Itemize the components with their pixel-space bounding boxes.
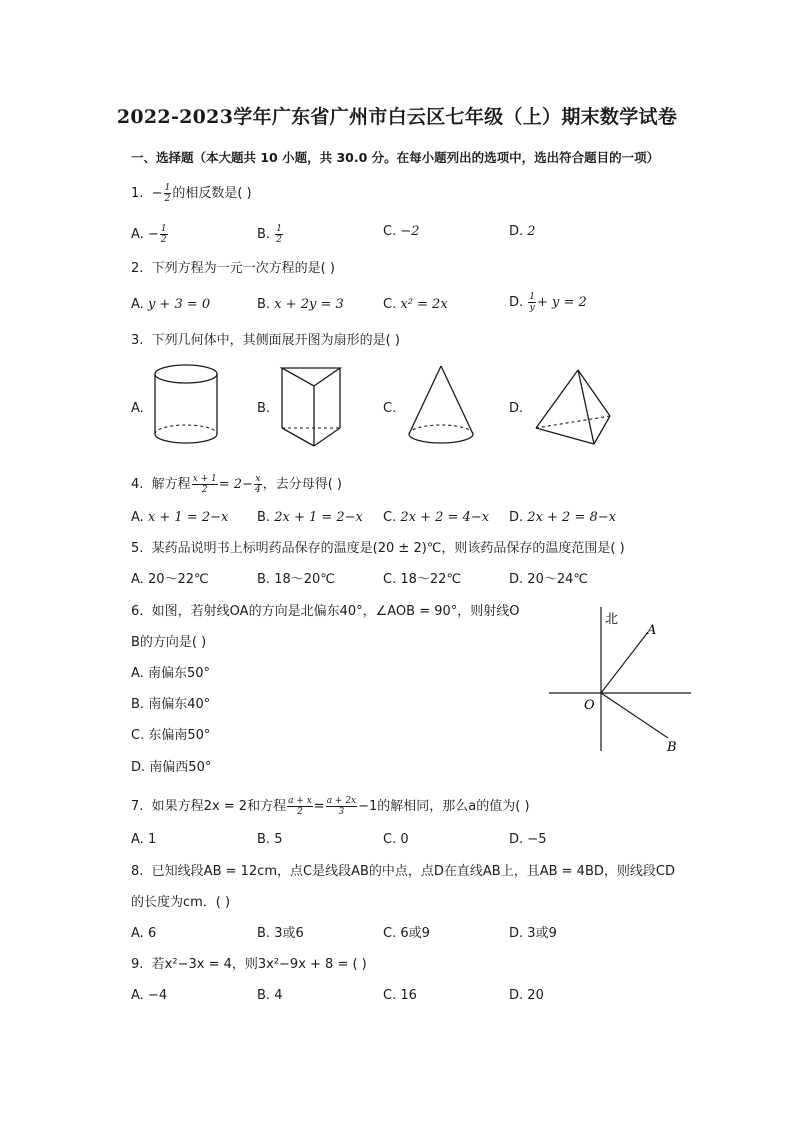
option-d[interactable]: D. 2 <box>509 224 536 239</box>
option-b[interactable]: B. <box>257 401 271 416</box>
option-b[interactable]: B. 3或6 <box>257 926 304 941</box>
option-c[interactable]: C. 16 <box>383 988 417 1003</box>
option-c[interactable]: C. x² = 2x <box>383 297 448 312</box>
option-c[interactable]: C. <box>383 401 397 416</box>
option-d[interactable]: D. <box>509 401 524 416</box>
question-4: 4. 解方程 $\frac{x + 1}{2}$ = 2− $\frac{x}{4}$ ，去分母得( ) <box>131 474 342 495</box>
option-a[interactable]: A. 6 <box>131 926 157 941</box>
option-b[interactable]: B. $\frac{1}{2}$ <box>257 224 282 245</box>
question-1: 1. − $\frac{1}{2}$ 的相反数是( ) <box>131 183 252 204</box>
option-c[interactable]: C. 6或9 <box>383 926 430 941</box>
question-7: 7. 如果方程2x = 2和方程 $\frac{a + x}{2}$ = $\frac{a + 2x}{3}$ −1的解相同，那么a的值为( ) <box>131 796 530 817</box>
option-b[interactable]: B. x + 2y = 3 <box>257 297 344 312</box>
option-a[interactable]: A. y + 3 = 0 <box>131 297 211 312</box>
option-d[interactable]: D. 3或9 <box>509 926 557 941</box>
question-3: 3. 下列几何体中，其侧面展开图为扇形的是( ) <box>131 333 400 348</box>
label-o: O <box>584 698 595 713</box>
option-c[interactable]: C. 18～22℃ <box>383 572 462 587</box>
cylinder-icon <box>152 362 222 448</box>
option-b[interactable]: B. 2x + 1 = 2−x <box>257 510 363 525</box>
option-b[interactable]: B. 5 <box>257 832 283 847</box>
option-a[interactable]: A. 20～22℃ <box>131 572 209 587</box>
option-d[interactable]: D. $\frac{1}{y}$ + y = 2 <box>509 292 587 313</box>
question-8-cont: 的长度为cm．( ) <box>131 895 231 910</box>
option-a[interactable]: A. − $\frac{1}{2}$ <box>131 224 167 245</box>
option-c[interactable]: C. 东偏南50° <box>131 728 211 743</box>
question-5: 5. 某药品说明书上标明药品保存的温度是(20 ± 2)℃，则该药品保存的温度范围是( ) <box>131 541 625 556</box>
option-c[interactable]: C. −2 <box>383 224 420 239</box>
north-label: 北 <box>605 612 619 627</box>
option-d[interactable]: D. 20～24℃ <box>509 572 588 587</box>
label-b: B <box>667 740 677 755</box>
triangular-prism-icon <box>278 364 346 450</box>
question-9: 9. 若x²−3x = 4，则3x²−9x + 8 = ( ) <box>131 957 367 972</box>
option-c[interactable]: C. 2x + 2 = 4−x <box>383 510 490 525</box>
label-a: A <box>647 623 657 638</box>
option-a[interactable]: A. 1 <box>131 832 157 847</box>
cone-icon <box>404 362 478 448</box>
option-d[interactable]: D. −5 <box>509 832 547 847</box>
direction-figure <box>545 603 695 758</box>
question-8: 8. 已知线段AB = 12cm，点C是线段AB的中点，点D在直线AB上，且AB = 4BD，则线段CD <box>131 864 675 879</box>
option-b[interactable]: B. 4 <box>257 988 283 1003</box>
option-a[interactable]: A. x + 1 = 2−x <box>131 510 229 525</box>
question-2: 2. 下列方程为一元一次方程的是( ) <box>131 261 335 276</box>
option-b[interactable]: B. 南偏东40° <box>131 697 211 712</box>
option-b[interactable]: B. 18～20℃ <box>257 572 335 587</box>
section-heading: 一、选择题（本大题共 10 小题，共 30.0 分。在每小题列出的选项中，选出符合题目的一项） <box>131 150 660 165</box>
option-a[interactable]: A. 南偏东50° <box>131 666 210 681</box>
question-6: 6. 如图，若射线OA的方向是北偏东40°，∠AOB = 90°，则射线O <box>131 604 520 619</box>
fraction: $\frac{1}{2}$ <box>164 183 171 204</box>
option-d[interactable]: D. 20 <box>509 988 544 1003</box>
option-d[interactable]: D. 南偏西50° <box>131 760 212 775</box>
option-a[interactable]: A. −4 <box>131 988 168 1003</box>
option-a[interactable]: A. <box>131 401 144 416</box>
option-d[interactable]: D. 2x + 2 = 8−x <box>509 510 616 525</box>
pyramid-icon <box>532 366 616 450</box>
option-c[interactable]: C. 0 <box>383 832 409 847</box>
page-title: 2022-2023学年广东省广州市白云区七年级（上）期末数学试卷 <box>116 106 678 128</box>
question-6-cont: B的方向是( ) <box>131 635 207 650</box>
